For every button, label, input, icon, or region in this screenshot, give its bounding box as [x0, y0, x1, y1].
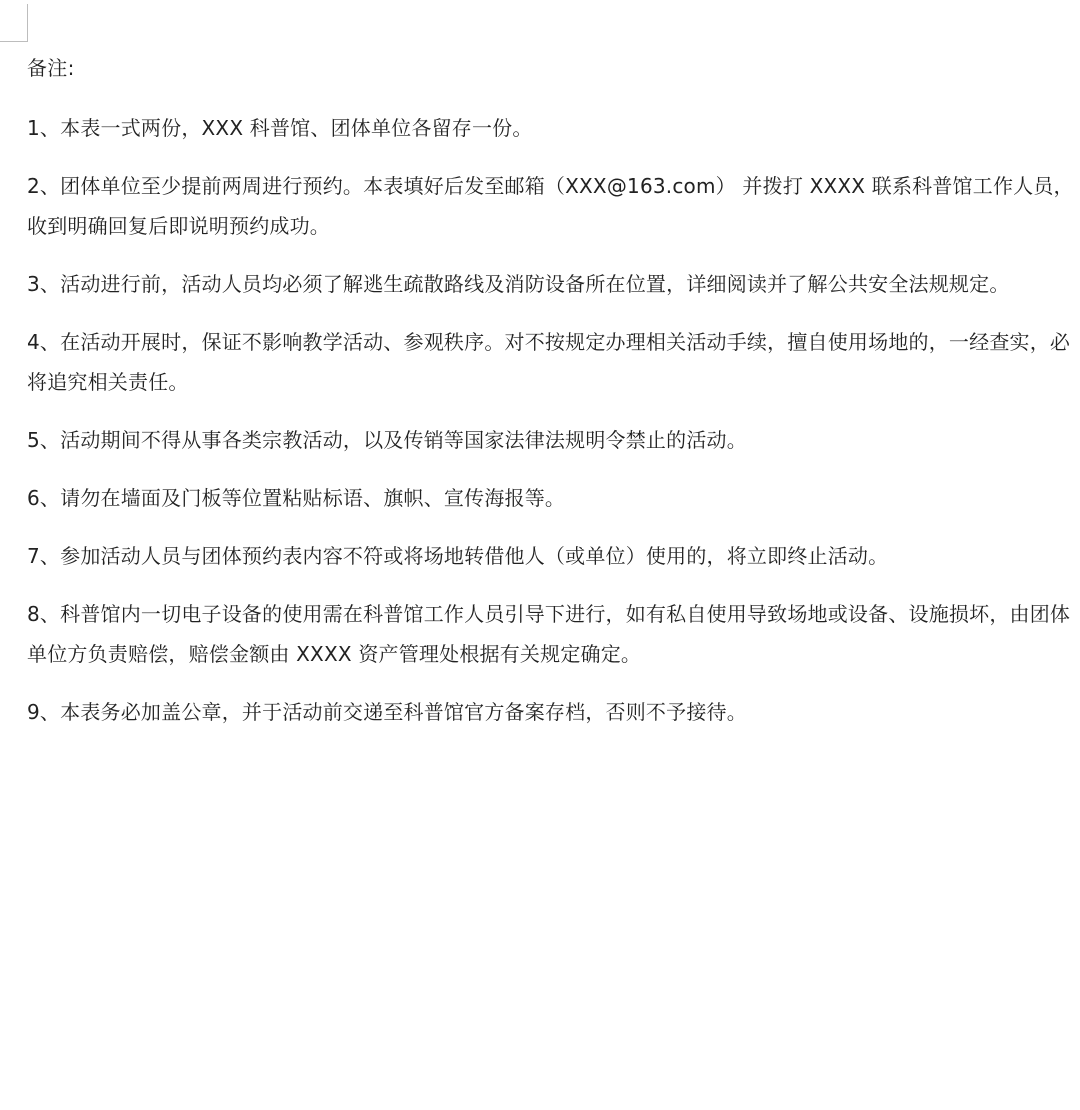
note-item-8: 8、科普馆内一切电子设备的使用需在科普馆工作人员引导下进行，如有私自使用导致场地或设备、设施损坏，由团体单位方负责赔偿，赔偿金额由 XXXX 资产管理处根据有关规定确定。	[27, 602, 1071, 666]
note-item-3: 3、活动进行前，活动人员均必须了解逃生疏散路线及消防设备所在位置，详细阅读并了解公共安全法规规定。	[27, 272, 1010, 296]
note-item-9: 9、本表务必加盖公章，并于活动前交递至科普馆官方备案存档，否则不予接待。	[27, 700, 747, 724]
note-item-1: 1、本表一式两份，XXX 科普馆、团体单位各留存一份。	[27, 116, 533, 140]
note-item-7: 7、参加活动人员与团体预约表内容不符或将场地转借他人（或单位）使用的，将立即终止活动。	[27, 544, 889, 568]
corner-mark-horizontal-line	[0, 41, 28, 42]
page-corner-mark	[0, 0, 28, 42]
note-item-4: 4、在活动开展时，保证不影响教学活动、参观秩序。对不按规定办理相关活动手续，擅自使用场地的，一经查实，必将追究相关责任。	[27, 330, 1071, 394]
notes-title: 备注:	[27, 56, 75, 80]
note-item-5: 5、活动期间不得从事各类宗教活动，以及传销等国家法律法规明令禁止的活动。	[27, 428, 747, 452]
notes-section	[27, 50, 1075, 750]
note-item-2: 2、团体单位至少提前两周进行预约。本表填好后发至邮箱（XXX@163.com） 并拨打 XXXX 联系科普馆工作人员，收到明确回复后即说明预约成功。	[27, 174, 1074, 238]
corner-mark-vertical-line	[27, 4, 28, 42]
note-item-6: 6、请勿在墙面及门板等位置粘贴标语、旗帜、宣传海报等。	[27, 486, 566, 510]
